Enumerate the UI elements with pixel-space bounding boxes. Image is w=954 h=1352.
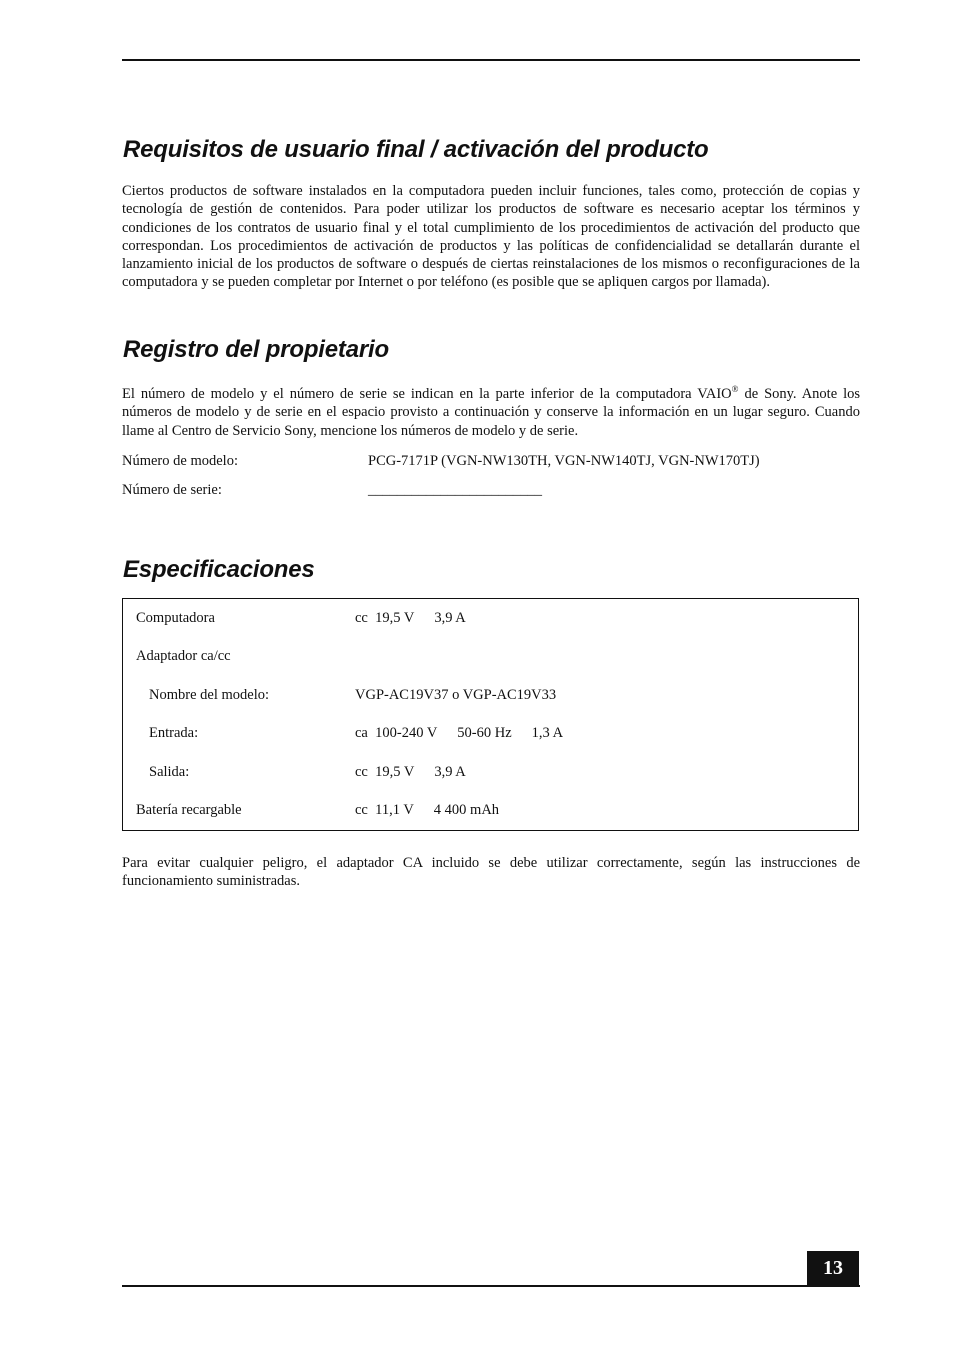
spec-input-voltage: 100-240 V — [375, 725, 438, 741]
safety-note-paragraph: Para evitar cualquier peligro, el adaptador CA incluido se debe utilizar correctamente, según las instrucciones de funcionamiento suministradas. — [122, 855, 860, 890]
specifications-table — [122, 598, 859, 831]
spec-input-type: ca — [355, 725, 368, 741]
spec-input-label: Entrada: — [149, 725, 199, 741]
page-number: 13 — [807, 1251, 859, 1286]
spec-output-voltage: 19,5 V — [375, 764, 415, 780]
registered-mark: ® — [731, 384, 739, 394]
spec-input-frequency: 50-60 Hz — [457, 725, 512, 741]
spec-input-value — [355, 724, 563, 742]
top-rule — [122, 59, 860, 61]
spec-computer-current: 3,9 A — [434, 610, 466, 626]
section-title-registro: Registro del propietario — [123, 336, 389, 363]
registro-text-after: de Sony. Anote los números de modelo y de serie en el espacio provisto a continuación y conserve la información en un lugar seguro. Cuando llame al Centro de Servicio Sony, mencione los números de modelo y de serie. — [122, 386, 860, 439]
serial-number-label: Número de serie: — [122, 482, 222, 498]
spec-computer-type: cc — [355, 610, 368, 626]
section-title-especificaciones: Especificaciones — [123, 556, 315, 583]
spec-output-current: 3,9 A — [434, 764, 466, 780]
requisitos-paragraph: Ciertos productos de software instalados en la computadora pueden incluir funciones, tales como, protección de copias y tecnología de gestión de contenidos. Para poder utilizar los productos de software es necesario aceptar los términos y condiciones de los contratos de usuario final y el total cumplimiento de los procedimientos de activación del producto que correspondan. Los procedimientos de activación de productos y las políticas de confidencialidad se detallarán durante el lanzamiento inicial de los productos de software o después de ciertas reinstalaciones de los mismos o reconfiguraciones de la computadora y se pueden completar por Internet o por teléfono (es posible que se apliquen cargos por llamada). — [122, 183, 860, 291]
spec-computer-value — [355, 609, 466, 627]
spec-input-current: 1,3 A — [531, 725, 564, 741]
bottom-rule — [122, 1285, 860, 1287]
spec-battery-voltage: 11,1 V — [375, 802, 414, 818]
spec-output-value — [355, 763, 466, 781]
spec-output-type: cc — [355, 764, 368, 780]
model-number-label: Número de modelo: — [122, 453, 238, 469]
spec-adapter-label: Adaptador ca/cc — [136, 648, 231, 664]
spec-computer-label: Computadora — [136, 610, 215, 626]
spec-battery-label: Batería recargable — [136, 802, 242, 818]
registro-paragraph — [122, 385, 860, 440]
model-number-value: PCG-7171P (VGN-NW130TH, VGN-NW140TJ, VGN-NW170TJ) — [368, 453, 760, 469]
spec-battery-value — [355, 801, 499, 819]
spec-output-label: Salida: — [149, 764, 190, 780]
section-title-requisitos: Requisitos de usuario final / activación del producto — [123, 136, 709, 163]
spec-model-name-label: Nombre del modelo: — [149, 687, 270, 703]
spec-model-name-value: VGP-AC19V37 o VGP-AC19V33 — [355, 687, 557, 703]
serial-number-blank: ________________________ — [368, 482, 542, 498]
spec-battery-type: cc — [355, 802, 368, 818]
spec-battery-capacity: 4 400 mAh — [433, 802, 500, 818]
spec-computer-voltage: 19,5 V — [375, 610, 415, 626]
registro-text-before: El número de modelo y el número de serie se indican en la parte inferior de la computadora VAIO — [122, 386, 732, 402]
